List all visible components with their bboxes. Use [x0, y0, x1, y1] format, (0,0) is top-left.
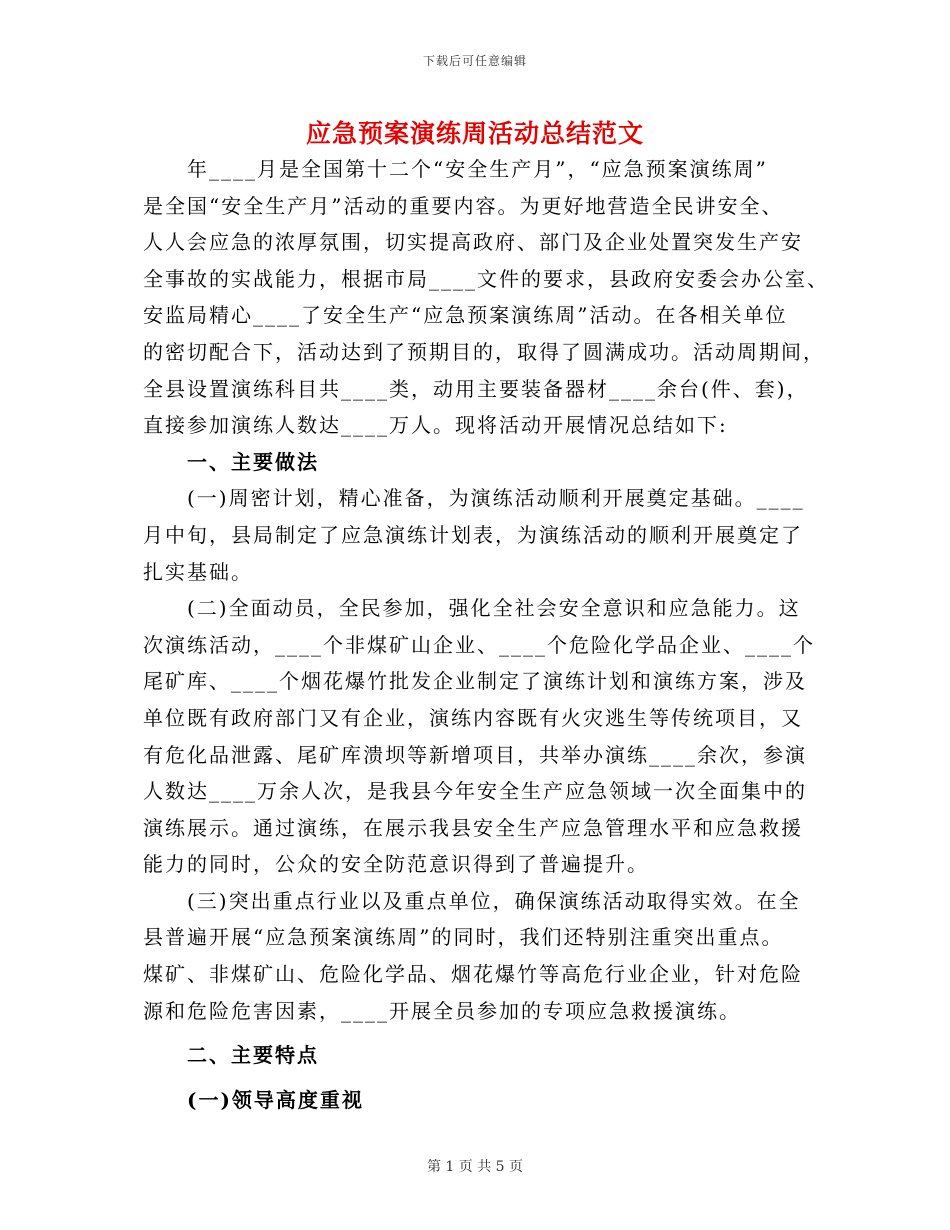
paragraph-line: 有危化品泄露、尾矿库溃坝等新增项目，共举办演练____余次，参演 [143, 742, 807, 767]
paragraph-line: 全事故的实战能力，根据市局____文件的要求，县政府安委会办公室、 [143, 266, 829, 291]
paragraph-line: (二)全面动员，全民参加，强化全社会安全意识和应急能力。这 [187, 596, 801, 621]
paragraph-line: 月中旬，县局制定了应急演练计划表，为演练活动的顺利开展奠定了 [143, 522, 803, 547]
paragraph-line: 的密切配合下，活动达到了预期目的，取得了圆满成功。活动周期间， [143, 339, 825, 364]
paragraph-line: 演练展示。通过演练，在展示我县安全生产应急管理水平和应急救援 [143, 815, 803, 840]
paragraph-line: 源和危险危害因素，____开展全员参加的专项应急救援演练。 [143, 998, 741, 1023]
paragraph-line: 直接参加演练人数达____万人。现将活动开展情况总结如下: [143, 413, 728, 438]
document-body [143, 151, 829, 1118]
document-title: 应急预案演练周活动总结范文 [305, 119, 644, 148]
page-header: 下载后可任意编辑 [422, 54, 527, 68]
section-heading: 一、主要做法 [187, 449, 319, 474]
paragraph-line: (一)周密计划，精心准备，为演练活动顺利开展奠定基础。____ [187, 486, 805, 511]
paragraph-line: 人人会应急的浓厚氛围，切实提高政府、部门及企业处置突发生产安 [143, 230, 803, 255]
paragraph-line: (三)突出重点行业以及重点单位，确保演练活动取得实效。在全 [187, 888, 801, 913]
paragraph-line: 全县设置演练科目共____类，动用主要装备器材____余台(件、套)， [143, 376, 809, 401]
section-heading: 二、主要特点 [187, 1043, 319, 1068]
subsection-heading: (一)领导高度重视 [187, 1087, 364, 1112]
paragraph-line: 次演练活动，____个非煤矿山企业、____个危险化学品企业、____个 [143, 632, 815, 657]
paragraph-line: 人数达____万余人次，是我县今年安全生产应急领域一次全面集中的 [143, 779, 807, 804]
page-footer: 第 1 页 共 5 页 [426, 1159, 524, 1175]
paragraph-line: 煤矿、非煤矿山、危险化学品、烟花爆竹等高危行业企业，针对危险 [143, 962, 803, 987]
spacer [143, 1074, 813, 1082]
paragraph-line: 安监局精心____了安全生产“应急预案演练周”活动。在各相关单位 [143, 303, 788, 328]
paragraph-line: 尾矿库、____个烟花爆竹批发企业制定了演练计划和演练方案，涉及 [143, 669, 807, 694]
paragraph-line: 县普遍开展“应急预案演练周”的同时，我们还特别注重突出重点。 [143, 925, 784, 950]
paragraph-line: 单位既有政府部门又有企业，演练内容既有火灾逃生等传统项目，又 [143, 705, 803, 730]
paragraph-line: 扎实基础。 [143, 559, 253, 584]
spacer [143, 1029, 813, 1037]
paragraph-line: 年____月是全国第十二个“安全生产月”，“应急预案演练周” [187, 157, 768, 181]
paragraph-line: 能力的同时，公众的安全防范意识得到了普遍提升。 [143, 852, 649, 877]
paragraph-line: 是全国“安全生产月”活动的重要内容。为更好地营造全民讲安全、 [143, 193, 784, 218]
